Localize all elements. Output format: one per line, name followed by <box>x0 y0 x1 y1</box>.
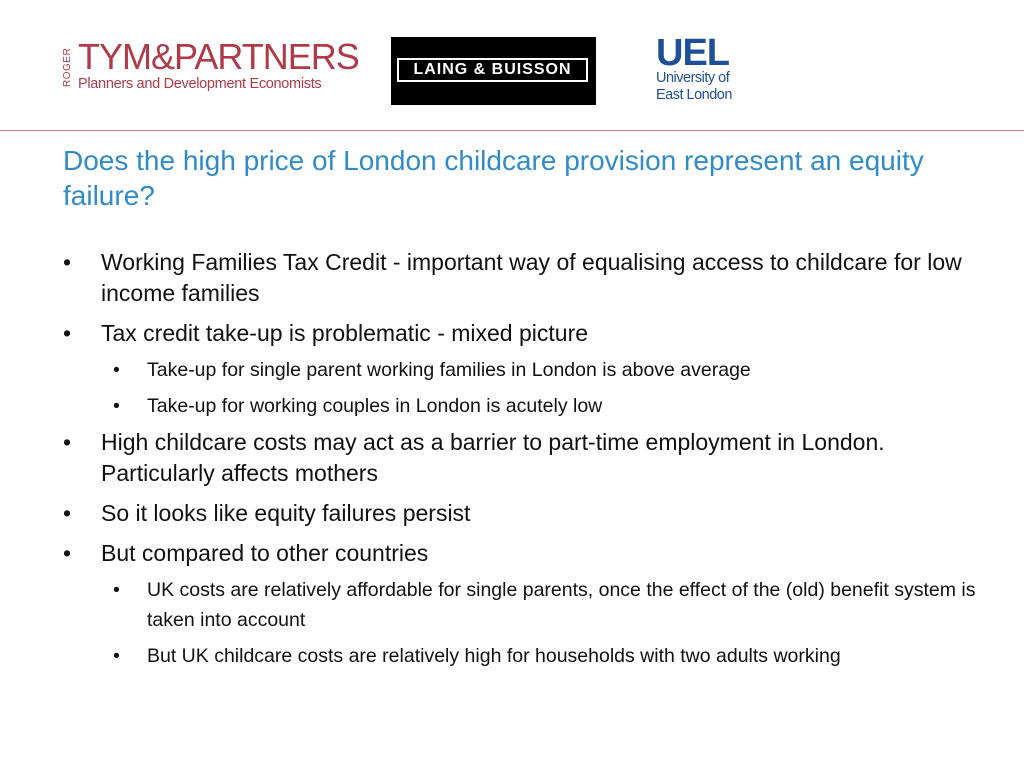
bullet-dot: • <box>113 579 120 601</box>
sub-bullet-text: Take-up for single parent working families in London is above average <box>147 359 751 381</box>
sub-bullet-item <box>63 641 993 671</box>
sub-bullet-item <box>63 575 993 635</box>
tym-partners-logo <box>62 36 359 96</box>
bullet-dot: • <box>113 395 120 417</box>
sub-bullet-text: UK costs are relatively affordable for single parents, once the effect of the (old) benefit system is taken into account <box>147 579 976 631</box>
bullet-list <box>63 247 993 677</box>
uel-abbr: UEL <box>656 32 729 74</box>
bullet-text: Working Families Tax Credit - important way of equalising access to childcare for low income families <box>101 249 962 306</box>
laing-buisson-logo <box>391 37 596 105</box>
bullet-dot: • <box>113 359 120 381</box>
tym-subtitle-text: Planners and Development Economists <box>78 76 322 92</box>
bullet-dot: • <box>63 249 72 275</box>
bullet-dot: • <box>63 540 72 566</box>
bullet-dot: • <box>63 500 72 526</box>
slide-title: Does the high price of London childcare provision represent an equity failure? <box>63 145 924 211</box>
bullet-text: High childcare costs may act as a barrier to part-time employment in London. Particularly affects mothers <box>101 429 885 486</box>
header-divider <box>0 130 1024 131</box>
laing-buisson-text: LAING & BUISSON <box>397 58 588 82</box>
bullet-text: So it looks like equity failures persist <box>101 500 471 526</box>
sub-bullet-item <box>63 355 993 385</box>
bullet-item <box>63 247 993 309</box>
uel-line-1: University of <box>656 70 730 86</box>
tym-roger-text: ROGER <box>62 47 73 87</box>
bullet-text: But compared to other countries <box>101 540 429 566</box>
sub-bullet-text: Take-up for working couples in London is acutely low <box>147 395 603 417</box>
bullet-dot: • <box>63 320 72 346</box>
bullet-item <box>63 318 993 349</box>
bullet-item <box>63 427 993 489</box>
bullet-item <box>63 498 993 529</box>
bullet-dot: • <box>113 645 120 667</box>
uel-line-2: East London <box>656 87 732 103</box>
bullet-text: Tax credit take-up is problematic - mixed picture <box>101 320 589 346</box>
uel-logo <box>656 32 766 108</box>
tym-title-text: TYM&PARTNERS <box>78 36 359 77</box>
sub-bullet-item <box>63 391 993 421</box>
bullet-dot: • <box>63 429 72 455</box>
bullet-item <box>63 538 993 569</box>
sub-bullet-text: But UK childcare costs are relatively high for households with two adults working <box>147 645 841 667</box>
